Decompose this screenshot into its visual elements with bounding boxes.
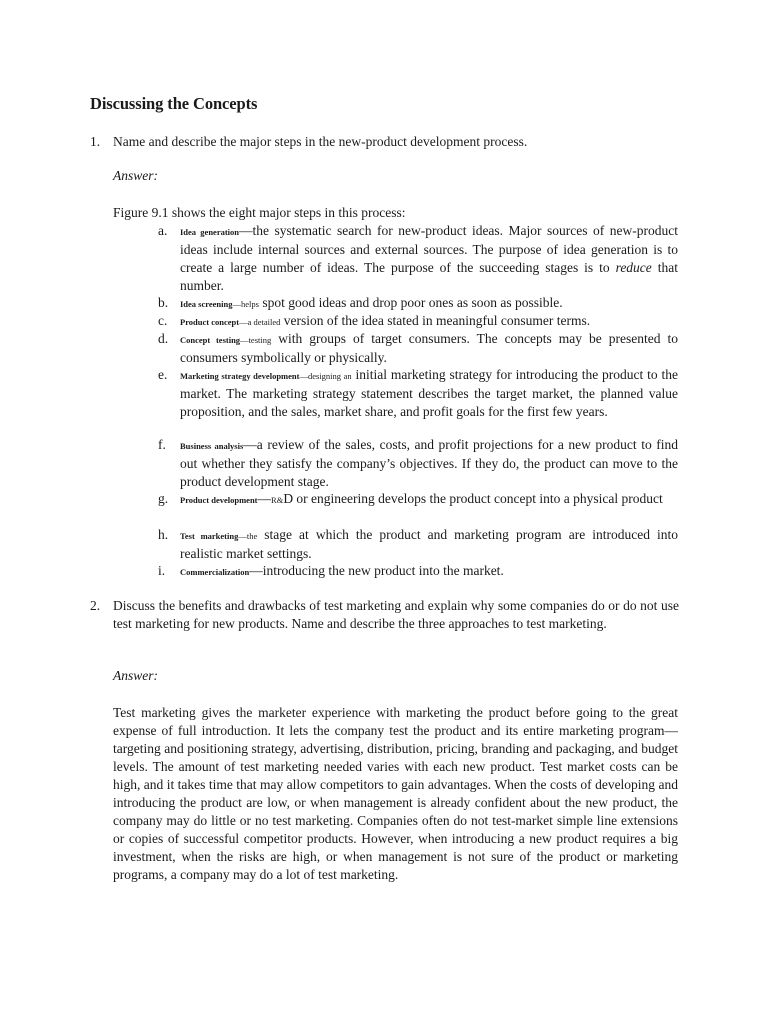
- step-term: Commercialization: [180, 567, 250, 577]
- step-lead: a detailed: [247, 317, 281, 327]
- step-text: version of the idea stated in meaningful consumer terms.: [280, 313, 591, 328]
- step-term: Idea generation: [180, 227, 240, 237]
- step-body: [180, 366, 678, 421]
- step-letter: h.: [158, 527, 169, 542]
- step-term: Business analysis: [180, 441, 244, 451]
- step-body: [180, 490, 678, 509]
- step-body: [180, 436, 678, 491]
- step-term: Test marketing: [180, 531, 239, 541]
- step-lead: the: [246, 531, 258, 541]
- step-text: D or engineering develops the product concept into a physical product: [283, 491, 663, 506]
- answer-paragraph: Test marketing gives the marketer experience with marketing the product before going to the great expense of full introduction. It lets the company test the product and its entire marketing program—targeting and positioning strategy, advertising, distribution, pricing, branding and packaging, and budget levels. The amount of test marketing needed varies with each new product. Test market costs can be high, and it takes time that may allow competitors to gain advantages. When the costs of developing and introducing the product are low, or when management is already confident about the new product, the company may do little or no test marketing. Companies often do not test-market simple line extensions or copies of successful competitor products. However, when introducing a new product requires a big investment, when the risks are high, or when management is not sure of the product or marketing programs, a company may do a lot of test marketing.: [113, 705, 678, 882]
- step-letter: c.: [158, 313, 168, 328]
- step-separator: —: [232, 299, 241, 309]
- step-separator: —: [239, 317, 248, 327]
- step-separator: —: [243, 437, 257, 452]
- step-term: Concept testing: [180, 335, 241, 345]
- section-heading: Discussing the Concepts: [90, 94, 258, 113]
- question-number: 1.: [90, 134, 101, 149]
- answer-label: Answer:: [113, 168, 158, 183]
- step-letter: e.: [158, 367, 168, 382]
- question-text: Discuss the benefits and drawbacks of test marketing and explain why some companies do or do not use test marketing for new products. Name and describe the three approaches to test marketing.: [113, 598, 679, 631]
- step-text: with groups of target consumers. The concepts may be presented to consumers symbolically or physically.: [180, 331, 679, 365]
- step-letter: d.: [158, 331, 169, 346]
- step-separator: —: [240, 335, 249, 345]
- step-separator: —: [257, 491, 272, 506]
- step-text: a review of the sales, costs, and profit projections for a new product to find out whether they satisfy the company’s objectives. If they do, the product can move to the product development stage.: [180, 437, 678, 489]
- step-body: [180, 330, 678, 367]
- step-lead: R&: [271, 495, 284, 505]
- answer-intro: Figure 9.1 shows the eight major steps in this process:: [113, 205, 406, 220]
- step-text: initial marketing strategy for introducing the product to the market. The marketing strategy statement describes the target market, the planned value proposition, and the sales, market share, and profit goals for the first few years.: [180, 367, 678, 419]
- step-emphasis: reduce: [615, 260, 652, 275]
- step-body: [180, 526, 678, 563]
- step-letter: i.: [158, 563, 166, 578]
- step-body: [180, 562, 678, 581]
- step-term: Product development: [180, 495, 258, 505]
- answer-label: Answer:: [113, 668, 158, 683]
- question-number: 2.: [90, 598, 101, 613]
- step-lead: testing: [248, 335, 272, 345]
- step-term: Product concept: [180, 317, 240, 327]
- step-body: [180, 222, 678, 295]
- step-separator: —: [238, 531, 247, 541]
- step-text: spot good ideas and drop poor ones as soon as possible.: [258, 295, 563, 310]
- question-text: Name and describe the major steps in the new-product development process.: [113, 134, 528, 149]
- step-text: the systematic search for new-product ideas. Major sources of new-product ideas include internal sources and external sources. The purpose of idea generation is to create a large number of ideas. The purpose of the succeeding stages is to: [180, 223, 679, 275]
- step-letter: f.: [158, 437, 166, 452]
- step-tail: that number.: [180, 260, 678, 293]
- step-letter: a.: [158, 223, 168, 238]
- step-letter: g.: [158, 491, 169, 506]
- step-term: Idea screening: [180, 299, 233, 309]
- step-text: stage at which the product and marketing program are introduced into realistic market settings.: [180, 527, 678, 561]
- step-separator: —: [299, 371, 308, 381]
- step-body: [180, 312, 678, 331]
- step-letter: b.: [158, 295, 169, 310]
- step-term: Marketing strategy development: [180, 371, 300, 381]
- step-separator: —: [239, 223, 253, 238]
- step-separator: —: [249, 563, 263, 578]
- step-lead: designing an: [307, 371, 352, 381]
- step-lead: helps: [241, 299, 259, 309]
- step-body: [180, 294, 678, 313]
- step-text: introducing the new product into the market.: [262, 563, 504, 578]
